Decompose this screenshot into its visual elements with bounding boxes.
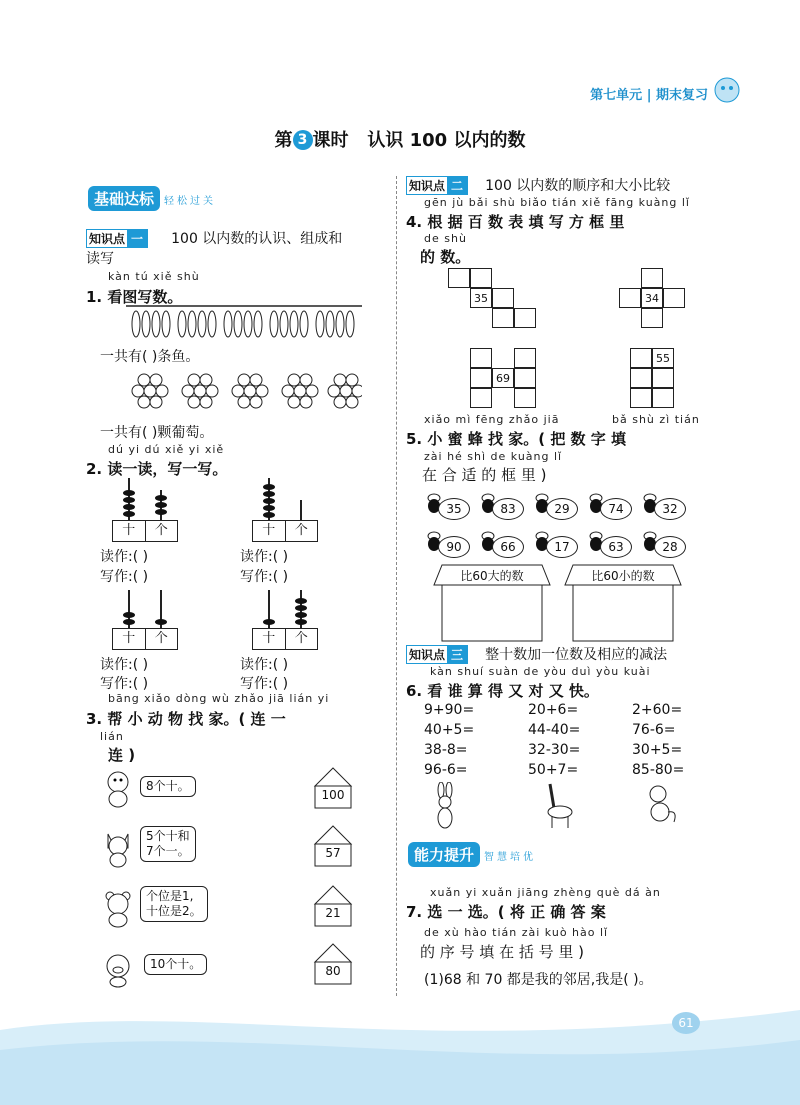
calculation-item: 9+90= (424, 702, 475, 718)
house-number-2: 57 (325, 846, 341, 860)
bee-number: 83 (492, 498, 524, 520)
bottom-wave-decoration (0, 990, 800, 1105)
grape-answer: 一共有( )颗葡萄。 (100, 425, 214, 441)
knowledge-point-1: 知识点 一 100 以内数的认识、组成和 读写 (86, 231, 343, 267)
fish-bunch-1 (132, 311, 170, 337)
question-7-title: 7. 选 一 选。( 将 正 确 答 案 (406, 903, 606, 921)
calculation-item: 76-6= (632, 722, 676, 738)
bee-number: 29 (546, 498, 578, 520)
bee-number: 28 (654, 536, 686, 558)
cat-icon (100, 828, 136, 868)
speech-bubble-1: 8个十。 (140, 776, 196, 797)
column-divider (396, 176, 397, 996)
grid-c-given: 69 (492, 368, 514, 388)
header-review: 期末复习 (655, 88, 708, 103)
fish-picture (126, 302, 362, 342)
rabbit-icon (430, 782, 460, 832)
bee-number: 17 (546, 536, 578, 558)
header-unit: 第七单元 (590, 88, 643, 103)
abacus-3: 十 个 (112, 628, 178, 650)
speech-bubble-3: 个位是1, 十位是2。 (140, 886, 208, 922)
calculation-item: 44-40= (528, 722, 581, 738)
bee-number: 63 (600, 536, 632, 558)
question-2-title: 2. 读一读，写一写。 (86, 460, 228, 478)
house-number-1: 100 (321, 788, 345, 802)
grapes-picture (126, 366, 362, 412)
house-number-3: 21 (325, 906, 341, 920)
bee-number: 32 (654, 498, 686, 520)
question-4-title: 4. 根 据 百 数 表 填 写 方 框 里 (406, 213, 625, 231)
bee-number: 35 (438, 498, 470, 520)
section-ability: 能力提升 智慧培优 (408, 842, 536, 867)
abacus-2: 十 个 (252, 520, 318, 542)
page-header: 第七单元 | 期末复习 (590, 88, 708, 103)
calculation-item: 38-8= (424, 742, 468, 758)
monkey-icon (640, 782, 680, 826)
house-number-4: 80 (325, 964, 341, 978)
speech-bubble-4: 10个十。 (144, 954, 207, 975)
speech-bubble-2: 5个十和 7个一。 (140, 826, 196, 862)
abacus-1: 十 个 (112, 520, 178, 542)
giraffe-icon (540, 780, 576, 830)
grid-b-given: 34 (641, 288, 663, 308)
bee-number: 66 (492, 536, 524, 558)
question-1-title: 1. 看图写数。 (86, 288, 183, 306)
question-7-item-1: (1)68 和 70 都是我的邻居,我是( )。 (424, 972, 653, 988)
bear-icon (100, 888, 136, 928)
calculation-item: 96-6= (424, 762, 468, 778)
knowledge-point-2: 知识点 二 100 以内数的顺序和大小比较 (406, 175, 670, 195)
question-5-title: 5. 小 蜜 蜂 找 家。( 把 数 字 填 (406, 430, 626, 448)
calculation-item: 30+5= (632, 742, 683, 758)
bee-number: 74 (600, 498, 632, 520)
question-6-title: 6. 看 谁 算 得 又 对 又 快。 (406, 682, 599, 700)
calculation-item: 85-80= (632, 762, 685, 778)
puppy-icon (100, 768, 136, 808)
lesson-topic: 认识 100 以内的数 (367, 130, 526, 151)
calculation-item: 50+7= (528, 762, 579, 778)
lesson-number-badge: 3 (293, 130, 313, 150)
page-number: 61 (672, 1012, 700, 1034)
grid-a-given: 35 (470, 288, 492, 308)
section-basic: 基础达标 轻松过关 (88, 186, 216, 211)
cartoon-mascot-icon (712, 70, 742, 104)
calculation-item: 2+60= (632, 702, 683, 718)
lesson-title: 第 3 课时 认识 100 以内的数 (274, 130, 526, 151)
bee-number: 90 (438, 536, 470, 558)
calculation-item: 20+6= (528, 702, 579, 718)
grid-d-given: 55 (652, 348, 674, 368)
calculation-item: 40+5= (424, 722, 475, 738)
question-3-title: 3. 帮 小 动 物 找 家。( 连 一 (86, 710, 286, 728)
knowledge-point-3: 知识点 三 整十数加一位数及相应的减法 (406, 644, 667, 664)
abacus-4: 十 个 (252, 628, 318, 650)
calculation-item: 32-30= (528, 742, 581, 758)
pig-icon (100, 950, 136, 988)
fish-answer: 一共有( )条鱼。 (100, 349, 200, 365)
